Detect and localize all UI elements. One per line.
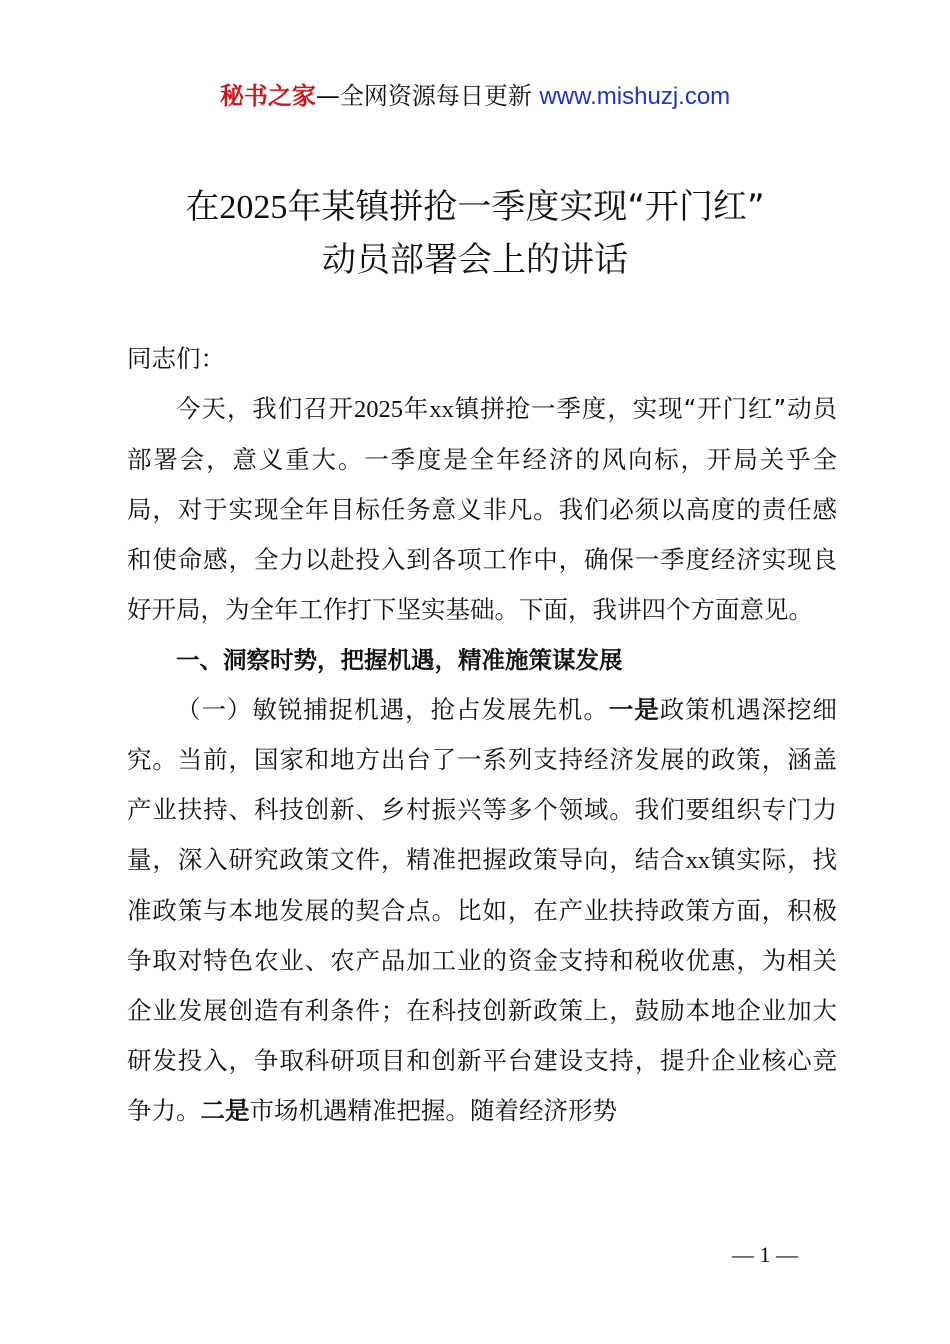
document-title bbox=[0, 181, 950, 286]
brand-name: 秘书之家 bbox=[219, 82, 316, 110]
document-body bbox=[127, 334, 837, 1136]
title-line-2: 动员部署会上的讲话 bbox=[322, 240, 628, 280]
header-tagline: —全网资源每日更新 bbox=[315, 82, 532, 110]
section-heading-1: 一、洞察时势，把握机遇，精准施策谋发展 bbox=[176, 646, 623, 674]
site-url-link[interactable]: www.mishuzj.com bbox=[539, 83, 731, 110]
title-line-1: 在2025年某镇拼抢一季度实现“开门红” bbox=[185, 187, 765, 227]
paragraph-section-1: （一）敏锐捕捉机遇，抢占发展先机。一是政策机遇深挖细究。当前，国家和地方出台了一系列支持经济发展的政策，涵盖产业扶持、科技创新、乡村振兴等多个领域。我们要组织专门力量，深入研究政策文件，精准把握政策导向，结合xx镇实际，找准政策与本地发展的契合点。比如，在产业扶持政策方面，积极争取对特色农业、农产品加工业的资金支持和税收优惠，为相关企业发展创造有利条件；在科技创新政策上，鼓励本地企业加大研发投入，争取科研项目和创新平台建设支持，提升企业核心竞争力。二是市场机遇精准把握。随着经济形势 bbox=[127, 695, 838, 1125]
page-number: — 1 — bbox=[732, 1242, 798, 1267]
salutation: 同志们： bbox=[127, 344, 225, 373]
site-header bbox=[0, 80, 950, 113]
paragraph-intro: 今天，我们召开2025年xx镇拼抢一季度，实现“开门红”动员部署会，意义重大。一季度是全年经济的风向标，开局关乎全局，对于实现全年目标任务意义非凡。我们必须以高度的责任感和使命感，全力以赴投入到各项工作中，确保一季度经济实现良好开局，为全年工作打下坚实基础。下面，我讲四个方面意见。 bbox=[127, 394, 838, 624]
